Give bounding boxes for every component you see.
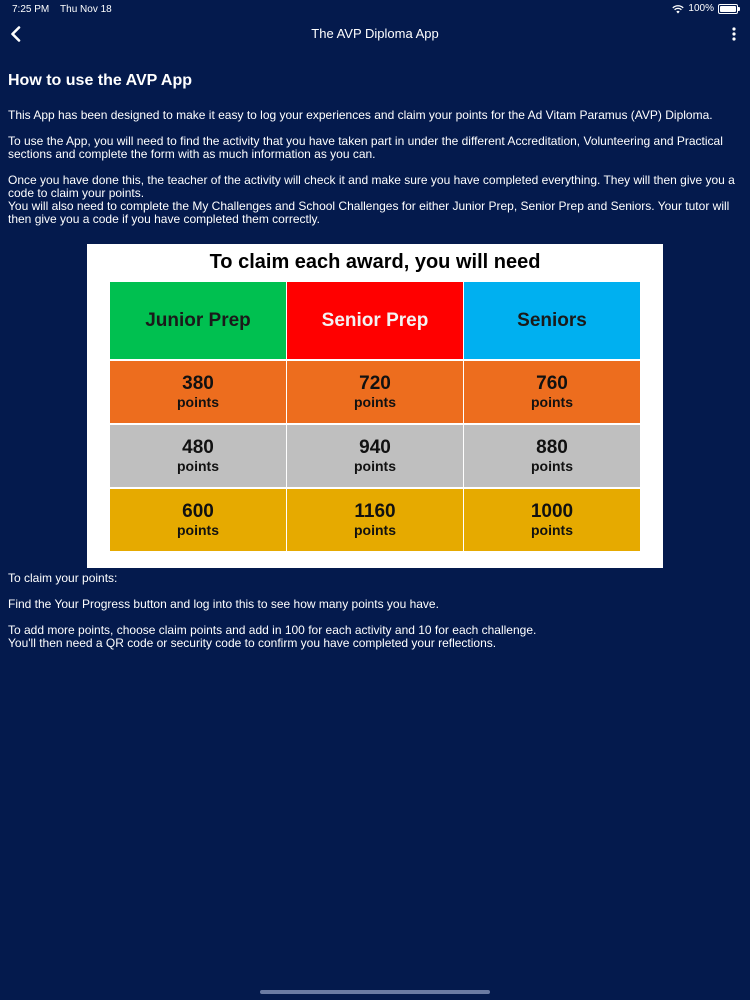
points-cell [464,425,640,487]
points-value: 1000 [530,501,574,522]
status-bar [0,0,750,18]
points-cell [464,361,640,423]
challenges-paragraph: You will also need to complete the My Challenges and School Challenges for either Junior Prep, Senior Prep and Seniors. Your tutor will then give you a code if you have completed them correctly. [8,199,730,226]
points-value: 760 [536,373,568,394]
points-value: 1160 [354,501,396,522]
header-label: Junior Prep [145,309,251,331]
progress-instructions: Find the Your Progress button and log into this to see how many points you have. [8,597,439,611]
status-right [672,3,738,14]
home-indicator[interactable] [260,990,490,994]
header-senior-prep [287,282,463,359]
page-title: How to use the AVP App [8,72,193,89]
points-value: 940 [359,437,391,458]
usage-paragraph: To use the App, you will need to find the activity that you have taken part in under the different Accreditation, Volunteering and Practical sections and complete the form with as much information as you can. [8,134,723,161]
header-label: Senior Prep [321,309,429,331]
points-cell [287,425,463,487]
header-label: Seniors [517,309,587,331]
award-requirements-image [87,244,663,568]
points-unit: points [354,522,396,538]
points-unit: points [177,522,219,538]
points-unit: points [354,394,396,410]
add-points-instructions: To add more points, choose claim points and add in 100 for each activity and 10 for each challenge. [8,623,537,637]
award-grid [110,282,640,551]
qr-code-instructions: You'll then need a QR code or security code to confirm you have completed your reflections. [8,636,497,650]
points-cell [110,361,286,423]
points-unit: points [531,394,573,410]
intro-paragraph: This App has been designed to make it easy to log your experiences and claim your points for the Ad Vitam Paramus (AVP) Diploma. [8,108,713,122]
points-unit: points [354,458,396,474]
status-left [12,4,112,15]
wifi-icon [672,4,684,14]
teacher-paragraph: Once you have done this, the teacher of the activity will check it and make sure you have completed everything. They will then give you a code to claim your points. [8,173,735,200]
lower-content [8,572,742,650]
more-options-button[interactable] [724,22,744,46]
claim-heading: To claim your points: [8,571,118,585]
points-value: 720 [359,373,391,394]
nav-bar [0,18,750,50]
points-cell [287,361,463,423]
vertical-ellipsis-icon [732,27,736,41]
header-seniors [464,282,640,359]
points-cell [110,425,286,487]
status-date: Thu Nov 18 [60,4,112,15]
points-unit: points [177,394,219,410]
award-table-title: To claim each award, you will need [209,251,541,273]
battery-icon [718,4,738,14]
points-unit: points [531,458,573,474]
points-value: 380 [182,373,214,394]
status-time: 7:25 PM [12,4,50,15]
battery-percent: 100% [688,3,714,14]
points-value: 480 [182,437,214,458]
points-cell [287,489,463,551]
points-unit: points [531,522,573,538]
header-junior-prep [110,282,286,359]
points-value: 880 [536,437,568,458]
nav-title: The AVP Diploma App [311,26,439,41]
points-unit: points [177,458,219,474]
points-cell [464,489,640,551]
points-cell [110,489,286,551]
battery-fill [720,6,736,12]
content [8,68,742,226]
points-value: 600 [182,501,214,522]
